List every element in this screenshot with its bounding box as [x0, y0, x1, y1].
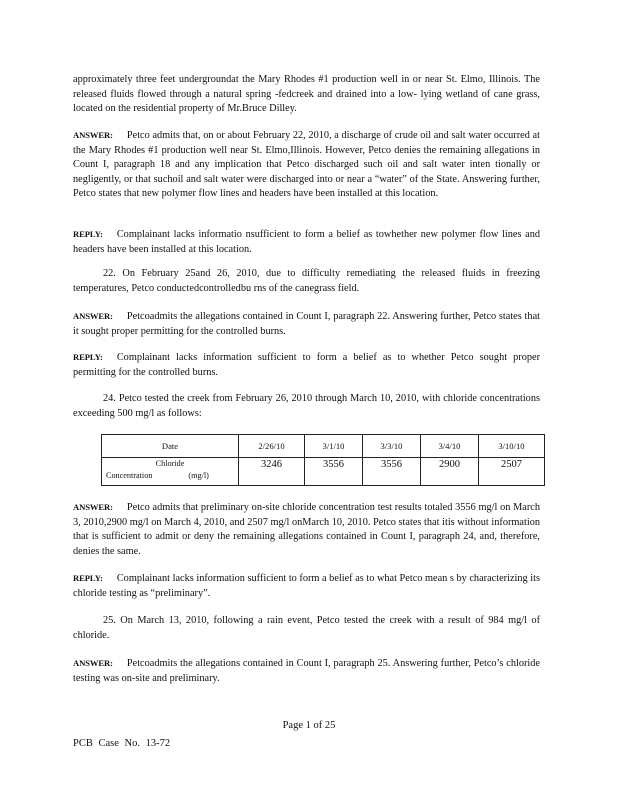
paragraph-21-continued	[73, 73, 540, 117]
table-value-cell: 2900	[420, 458, 478, 486]
answer-label: ANSWER:	[73, 130, 113, 140]
answer-21	[73, 128, 540, 202]
table-value-cell: 3556	[305, 458, 363, 486]
paragraph-22	[73, 267, 540, 296]
page-number: Page 1 of 25	[282, 720, 336, 731]
answer-25	[73, 656, 540, 686]
paragraph-text: 25. On March 13, 2010, following a rain event, Petco tested the creek with a result of 984 mg/l of chloride.	[73, 615, 540, 641]
table-date-cell: 3/4/10	[420, 435, 478, 458]
paragraph-text: approximately three feet undergroundat the Mary Rhodes #1 production well in or near St. Elmo, Illinois. The released fluids flowed through a natural spring -fedcreek and drained into a low- lying wetland of cane grass, located on the residential property of Mr.Bruce Dilley.	[73, 74, 540, 115]
paragraph-text: 22. On February 25and 26, 2010, due to difficulty remediating the released fluids in freezing temperatures, Petco conductedcontrolledbu rns of the canegrass field.	[73, 268, 540, 294]
reply-label: REPLY:	[73, 573, 103, 583]
answer-label: ANSWER:	[73, 311, 113, 321]
reply-text: Complainant lacks information sufficient to form a belief as to what Petco mean s by characterizing its chloride testing as “preliminary”.	[73, 573, 540, 599]
chloride-table	[101, 434, 545, 486]
paragraph-24	[73, 392, 540, 421]
reply-label: REPLY:	[73, 352, 103, 362]
table-value-cell: 3246	[239, 458, 305, 486]
reply-text: Complainant lacks information sufficient to form a belief as to whether Petco sought proper permitting for the controlled burns.	[73, 352, 540, 378]
row-label-line2	[106, 470, 234, 482]
table-date-cell: 3/3/10	[362, 435, 420, 458]
paragraph-25	[73, 614, 540, 643]
table-row	[102, 458, 545, 486]
table-header-date: Date	[102, 435, 239, 458]
table-value-cell: 3556	[362, 458, 420, 486]
row-label-line1: Chloride	[155, 459, 185, 468]
answer-label: ANSWER:	[73, 502, 113, 512]
reply-label: REPLY:	[73, 229, 103, 239]
answer-text: Petco admits that preliminary on-site chloride concentration test results totaled 3556 mg/l on March 3, 2010,2900 mg/l on March 4, 2010, and 2507 mg/l onMarch 10, 2010. Petco states that itis without information that is sufficient to admit or deny the remaining allegations contained in Count I, paragraph 24, and, therefore, denies the same.	[73, 502, 540, 557]
answer-22	[73, 309, 540, 339]
row-label-unit: (mg/l)	[188, 471, 209, 480]
paragraph-text: 24. Petco tested the creek from February 26, 2010 through March 10, 2010, with chloride concentrations exceeding 500 mg/l as follows:	[73, 393, 540, 419]
answer-text: Petcoadmits the allegations contained in Count I, paragraph 25. Answering further, Petco’s chloride testing was on-site and preliminary.	[73, 658, 540, 684]
table-date-cell: 3/10/10	[478, 435, 544, 458]
table-value-cell: 2507	[478, 458, 544, 486]
table-date-cell: 3/1/10	[305, 435, 363, 458]
reply-21	[73, 227, 540, 257]
reply-text: Complainant lacks informatio nsufficient to form a belief as towhether new polymer flow lines and headers have been installed at this location.	[73, 229, 540, 255]
table-header-row	[102, 435, 545, 458]
table-date-cell: 2/26/10	[239, 435, 305, 458]
answer-text: Petcoadmits the allegations contained in Count I, paragraph 22. Answering further, Petco states that it sought proper permitting for the controlled burns.	[73, 311, 540, 337]
table-row-label	[102, 458, 239, 486]
reply-24	[73, 571, 540, 601]
answer-label: ANSWER:	[73, 658, 113, 668]
case-number: PCB Case No. 13-72	[73, 738, 171, 749]
answer-text: Petco admits that, on or about February 22, 2010, a discharge of crude oil and salt water occurred at the Mary Rhodes #1 production well near St. Elmo,Illinois. However, Petco denies the remaining allegations in Count I, paragraph 18 and any implication that Petco discharged such oil and salt water inten tionally or negligently, or that suchoil and salt water were discharged into or near a “water” of the State. Answering further, Petco states that new polymer flow lines and headers have been installed at this location.	[73, 130, 540, 200]
reply-22	[73, 350, 540, 380]
row-label-concentration: Concentration	[106, 471, 153, 480]
answer-24	[73, 500, 540, 559]
